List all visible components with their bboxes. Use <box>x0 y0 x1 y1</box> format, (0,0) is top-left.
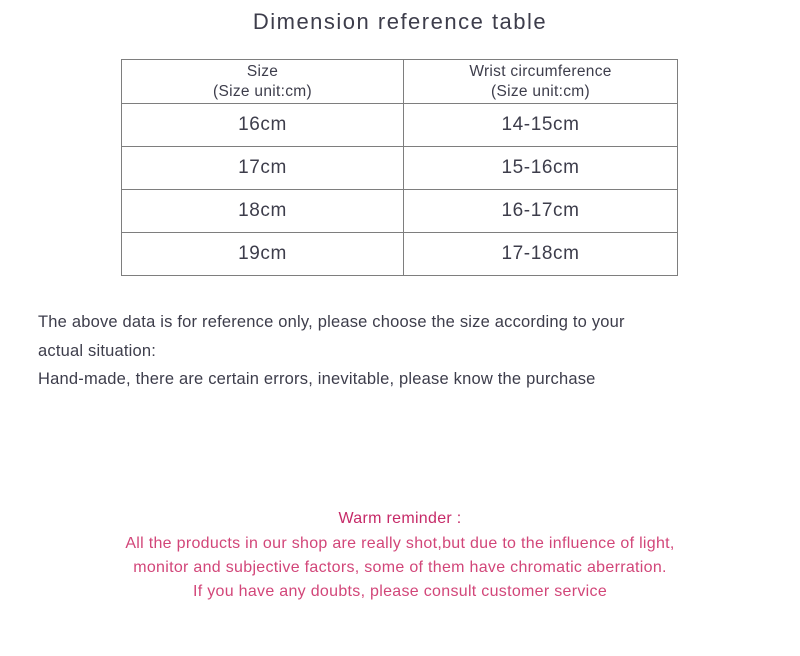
note-line: Hand-made, there are certain errors, inevitable, please know the purchase <box>38 370 596 388</box>
note-line: The above data is for reference only, please choose the size according to your <box>38 313 625 331</box>
warm-reminder-line: All the products in our shop are really shot,but due to the influence of light, <box>125 535 675 552</box>
size-cell: 19cm <box>122 233 404 276</box>
col-header-wrist-line2: (Size unit:cm) <box>491 82 590 100</box>
size-reference-table <box>121 59 678 276</box>
wrist-cell: 17-18cm <box>404 233 678 276</box>
warm-reminder-line: monitor and subjective factors, some of them have chromatic aberration. <box>133 559 667 576</box>
wrist-cell: 16-17cm <box>404 190 678 233</box>
table-row <box>122 190 678 233</box>
table-row <box>122 233 678 276</box>
size-cell: 17cm <box>122 147 404 190</box>
table-row <box>122 104 678 147</box>
table-header-row <box>122 60 678 104</box>
warm-reminder-line: If you have any doubts, please consult customer service <box>192 583 608 600</box>
col-header-wrist-line1: Wrist circumference <box>469 62 612 80</box>
reference-note <box>38 308 772 394</box>
wrist-cell: 14-15cm <box>404 104 678 147</box>
col-header-wrist <box>404 60 678 104</box>
page-title: Dimension reference table <box>252 9 548 34</box>
note-line: actual situation: <box>38 341 157 360</box>
size-cell: 16cm <box>122 104 404 147</box>
table-row <box>122 147 678 190</box>
col-header-size-line1: Size <box>246 62 279 80</box>
size-cell: 18cm <box>122 190 404 233</box>
warm-reminder-heading: Warm reminder : <box>338 510 462 527</box>
warm-reminder-block <box>0 506 800 604</box>
col-header-size <box>122 60 404 104</box>
wrist-cell: 15-16cm <box>404 147 678 190</box>
col-header-size-line2: (Size unit:cm) <box>213 82 312 100</box>
